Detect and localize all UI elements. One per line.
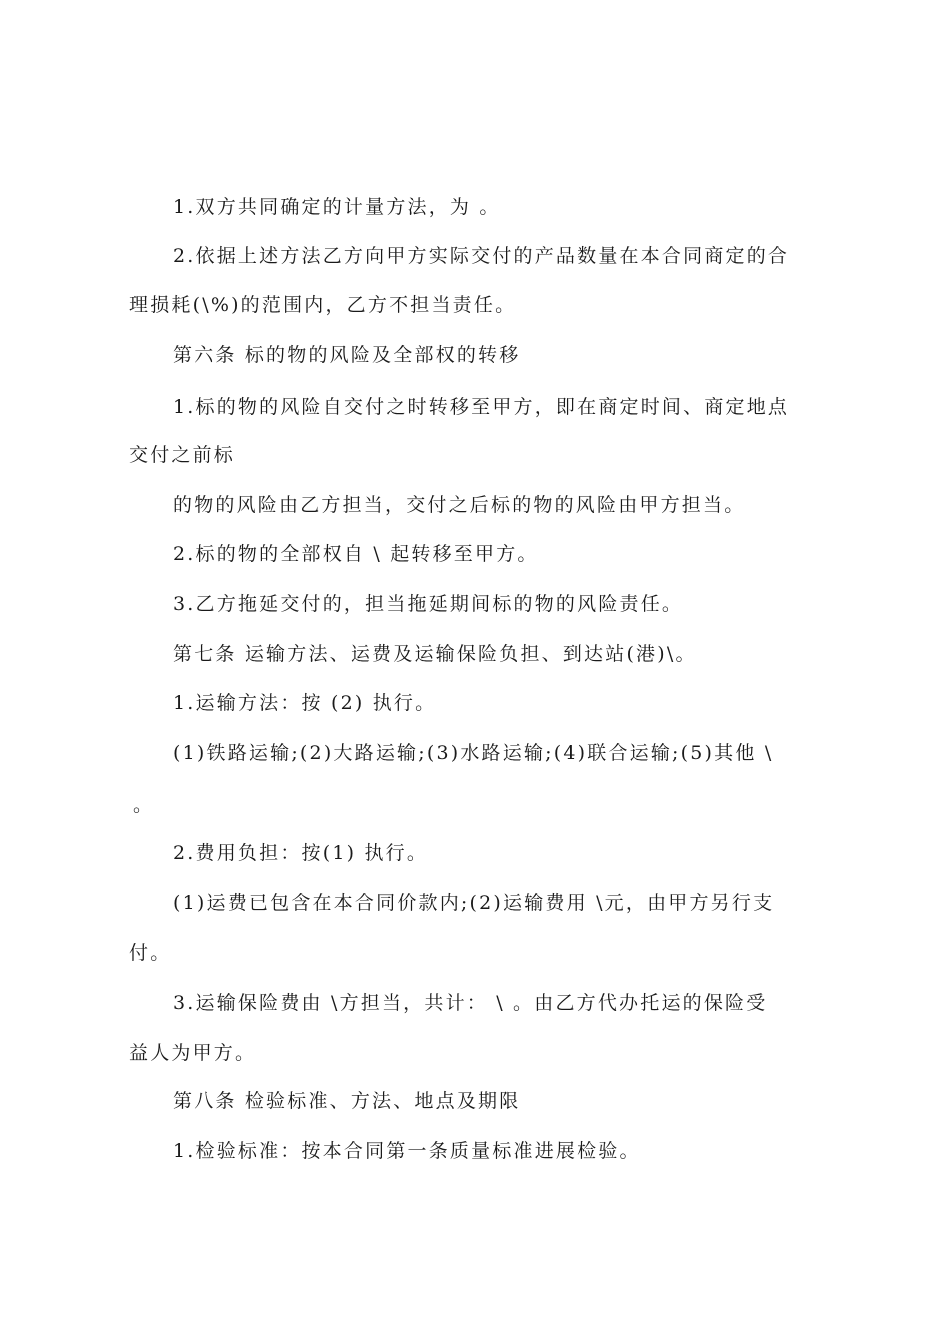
clause-5-item-1: 1.双方共同确定的计量方法，为 。: [173, 196, 501, 218]
clause-7-heading: 第七条 运输方法、运费及运输保险负担、到达站(港)\。: [173, 643, 697, 665]
clause-7-item-2-options: (1)运费已包含在本合同价款内;(2)运输费用 \元，由甲方另行支: [173, 892, 775, 914]
clause-8-item-1: 1.检验标准：按本合同第一条质量标准进展检验。: [173, 1140, 641, 1162]
clause-6-item-1-cont-2: 的物的风险由乙方担当，交付之后标的物的风险由甲方担当。: [173, 494, 746, 516]
clause-7-item-1-options-cont: 。: [133, 794, 155, 816]
clause-6-item-3: 3.乙方拖延交付的，担当拖延期间标的物的风险责任。: [173, 593, 684, 615]
clause-5-item-2: 2.依据上述方法乙方向甲方实际交付的产品数量在本合同商定的合: [173, 245, 790, 267]
clause-6-item-1-cont: 交付之前标: [129, 444, 236, 466]
clause-7-item-3: 3.运输保险费由 \方担当，共计： \ 。由乙方代办托运的保险受: [173, 992, 768, 1014]
clause-6-item-2: 2.标的物的全部权自 \ 起转移至甲方。: [173, 543, 539, 565]
clause-8-heading: 第八条 检验标准、方法、地点及期限: [173, 1090, 521, 1112]
clause-6-item-1: 1.标的物的风险自交付之时转移至甲方，即在商定时间、商定地点: [173, 396, 790, 418]
clause-7-item-1: 1.运输方法：按 (2) 执行。: [173, 692, 437, 714]
clause-5-item-2-cont: 理损耗(\%)的范围内，乙方不担当责任。: [129, 294, 517, 316]
clause-7-item-2-options-cont: 付。: [129, 942, 172, 964]
clause-7-item-1-options: (1)铁路运输;(2)大路运输;(3)水路运输;(4)联合运输;(5)其他 \: [173, 742, 774, 764]
clause-7-item-2: 2.费用负担：按(1) 执行。: [173, 842, 429, 864]
clause-7-item-3-cont: 益人为甲方。: [129, 1042, 257, 1064]
clause-6-heading: 第六条 标的物的风险及全部权的转移: [173, 344, 521, 366]
